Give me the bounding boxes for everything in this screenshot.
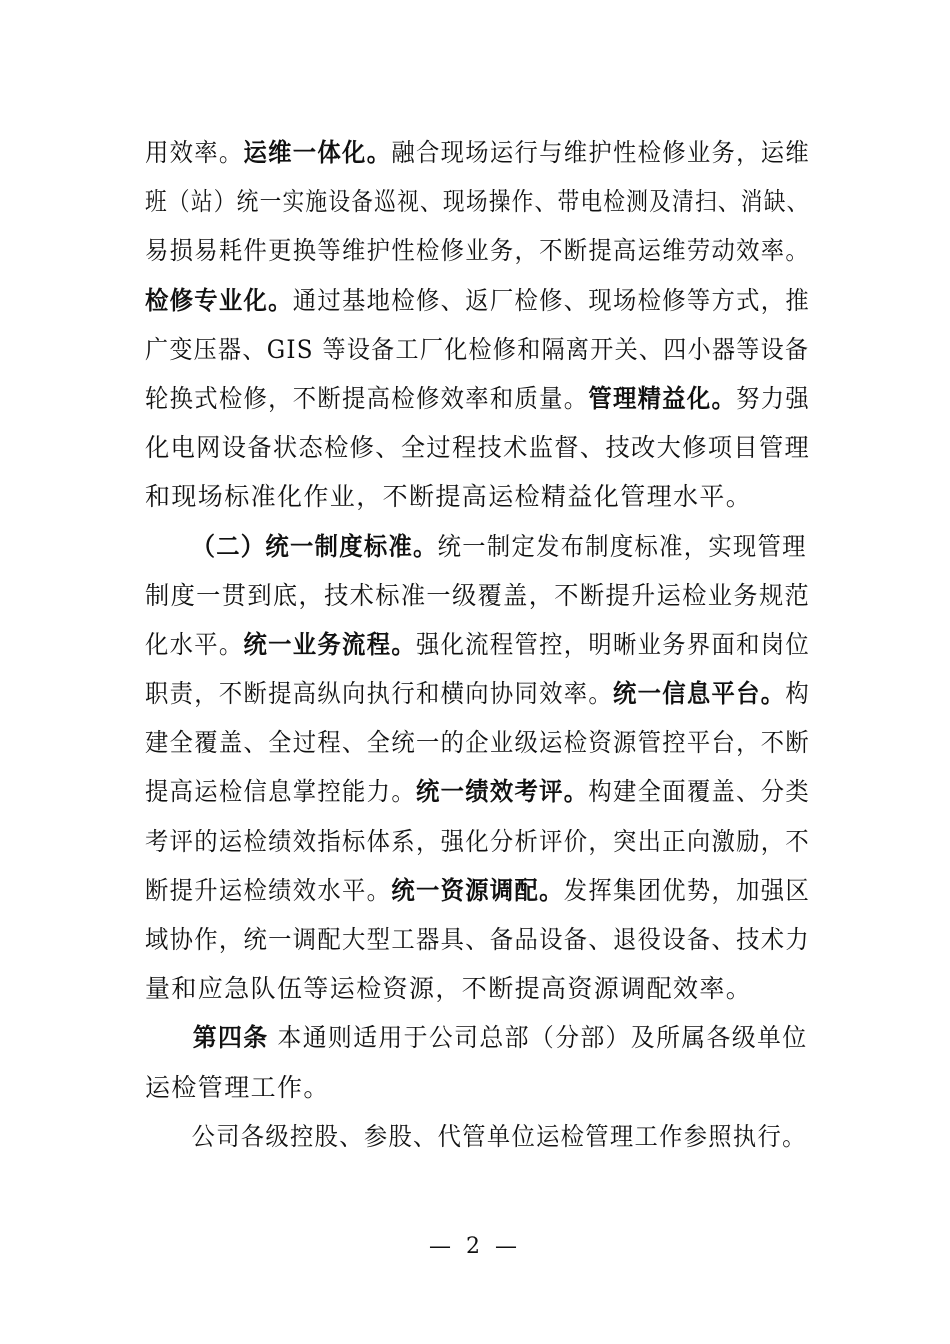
- text-run: 化水平。: [145, 629, 244, 659]
- text-line: [145, 226, 811, 275]
- text-run: 班（站）统一实施设备巡视、现场操作、带电检测及清扫、消缺、: [145, 187, 810, 217]
- text-line: [145, 325, 810, 374]
- text-run: 广变压器、GIS 等设备工厂化检修和隔离开关、四小器等设备: [145, 334, 810, 364]
- text-line: [145, 964, 810, 1013]
- text-run: 易损易耗件更换等维护性检修业务，不断提高运维劳动效率。: [145, 236, 811, 266]
- bold-heading-run: 运维一体化。: [243, 138, 392, 167]
- text-line: [145, 522, 807, 571]
- bold-heading-run: 管理精益化。: [588, 383, 737, 413]
- text-run: 构建全面覆盖、分类: [588, 777, 811, 807]
- bold-heading-run: （二）统一制度标准。: [191, 531, 438, 561]
- text-line: [145, 767, 811, 816]
- text-line: [145, 423, 811, 472]
- text-run: 统一制定发布制度标准，实现管理: [437, 531, 807, 561]
- text-run: 构: [785, 679, 811, 709]
- text-line: [145, 1063, 810, 1112]
- text-line: [145, 1013, 808, 1062]
- text-run: 域协作，统一调配大型工器具、备品设备、退役设备、技术力: [145, 925, 811, 954]
- body-text: [145, 128, 810, 1161]
- text-line: [145, 374, 811, 423]
- text-line: [145, 472, 810, 521]
- text-run: 和现场标准化作业，不断提高运检精益化管理水平。: [145, 482, 753, 512]
- text-line: [145, 620, 811, 669]
- text-run: 职责，不断提高纵向执行和横向协同效率。: [145, 679, 614, 709]
- bold-heading-run: 检修专业化。: [145, 285, 293, 315]
- text-run: 本通则适用于公司总部（分部）及所属各级单位: [268, 1023, 808, 1053]
- text-run: 提高运检信息掌控能力。: [145, 777, 416, 807]
- text-run: 考评的运检绩效指标体系，强化分析评价，突出正向激励，不: [145, 826, 811, 856]
- text-run: 发挥集团优势，加强区: [563, 875, 811, 905]
- text-run: 强化流程管控，明晰业务界面和岗位: [415, 629, 811, 659]
- text-run: 轮换式检修，不断提高检修效率和质量。: [145, 383, 589, 413]
- text-line: [145, 866, 811, 915]
- text-line: [145, 669, 811, 718]
- bold-heading-run: 统一业务流程。: [243, 629, 416, 659]
- text-run: 制度一贯到底，技术标准一级覆盖，不断提升运检业务规范: [145, 580, 811, 610]
- bold-heading-run: 统一信息平台。: [613, 679, 786, 709]
- text-line: [145, 571, 811, 620]
- text-run: 通过基地检修、返厂检修、现场检修等方式，推: [292, 285, 811, 315]
- bold-heading-run: 第四条: [192, 1023, 269, 1053]
- text-run: 公司各级控股、参股、代管单位运检管理工作参照执行。: [191, 1121, 807, 1151]
- text-run: 建全覆盖、全过程、全统一的企业级运检资源管控平台，不断: [145, 728, 811, 758]
- bold-heading-run: 统一绩效考评。: [415, 777, 589, 807]
- text-line: [145, 1112, 807, 1161]
- text-line: [145, 276, 811, 325]
- text-run: 用效率。: [145, 138, 244, 167]
- text-run: 运检管理工作。: [145, 1072, 330, 1102]
- text-line: [145, 128, 811, 177]
- text-run: 量和应急队伍等运检资源，不断提高资源调配效率。: [145, 974, 753, 1004]
- text-run: 化电网设备状态检修、全过程技术监督、技改大修项目管理: [145, 433, 811, 463]
- text-line: [145, 915, 811, 964]
- text-line: [145, 177, 810, 226]
- text-run: 融合现场运行与维护性检修业务，运维: [391, 138, 811, 167]
- text-line: [145, 718, 811, 767]
- text-run: 断提升运检绩效水平。: [145, 875, 392, 905]
- text-run: 努力强: [736, 383, 811, 413]
- page-number: — 2 —: [429, 1234, 521, 1259]
- text-line: [145, 817, 811, 866]
- bold-heading-run: 统一资源调配。: [391, 875, 564, 905]
